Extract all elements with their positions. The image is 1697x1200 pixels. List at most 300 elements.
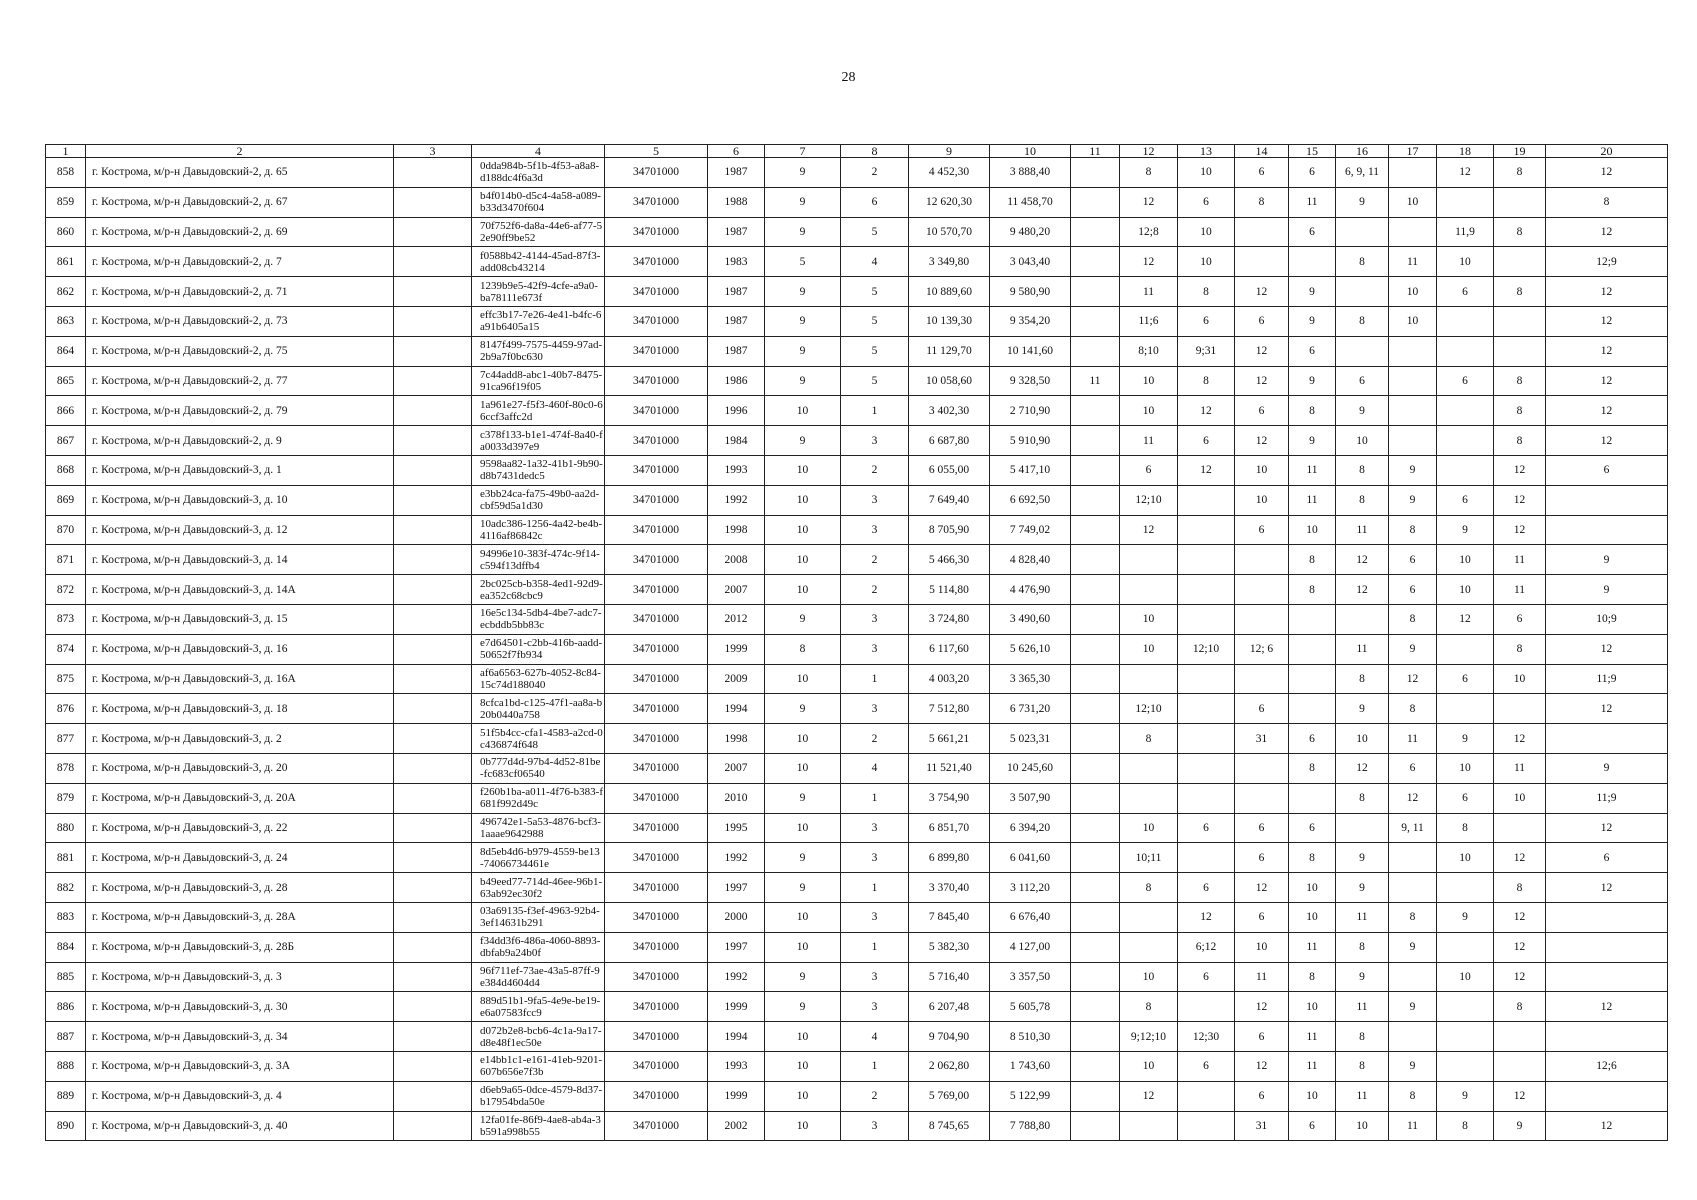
living-area-cell: 6 692,50 bbox=[990, 485, 1071, 515]
col-11-cell bbox=[1071, 932, 1120, 962]
col-14-cell: 12 bbox=[1235, 426, 1289, 456]
col-13-cell bbox=[1178, 1081, 1235, 1111]
table-row bbox=[46, 724, 1668, 754]
col-12-cell: 8 bbox=[1120, 158, 1178, 188]
col-13-cell: 6 bbox=[1178, 306, 1235, 336]
col-17-cell: 6 bbox=[1389, 753, 1437, 783]
col-14-cell bbox=[1235, 545, 1289, 575]
oktmo-code-cell: 34701000 bbox=[605, 277, 708, 307]
living-area-cell: 5 417,10 bbox=[990, 455, 1071, 485]
build-year-cell: 2007 bbox=[708, 575, 765, 605]
col-11-cell bbox=[1071, 1111, 1120, 1141]
col-16-cell: 11 bbox=[1336, 902, 1389, 932]
col-17-cell: 10 bbox=[1389, 306, 1437, 336]
oktmo-code-cell: 34701000 bbox=[605, 783, 708, 813]
col-3-cell bbox=[394, 426, 472, 456]
floors-cell: 9 bbox=[765, 277, 841, 307]
column-header-13: 13 bbox=[1178, 145, 1235, 158]
fias-guid-cell: 8cfca1bd-c125-47f1-aa8a-b20b0440a758 bbox=[472, 694, 605, 724]
table-row bbox=[46, 962, 1668, 992]
col-17-cell: 9 bbox=[1389, 1051, 1437, 1081]
col-17-cell: 8 bbox=[1389, 1081, 1437, 1111]
floors-cell: 10 bbox=[765, 813, 841, 843]
floors-cell: 9 bbox=[765, 992, 841, 1022]
col-15-cell: 11 bbox=[1289, 932, 1336, 962]
col-20-cell: 9 bbox=[1546, 575, 1668, 605]
col-16-cell: 9 bbox=[1336, 843, 1389, 873]
table-row bbox=[46, 664, 1668, 694]
col-14-cell: 12; 6 bbox=[1235, 634, 1289, 664]
col-17-cell bbox=[1389, 396, 1437, 426]
build-year-cell: 1992 bbox=[708, 843, 765, 873]
address-cell: г. Кострома, м/р-н Давыдовский-2, д. 77 bbox=[86, 366, 394, 396]
oktmo-code-cell: 34701000 bbox=[605, 1051, 708, 1081]
col-17-cell bbox=[1389, 217, 1437, 247]
table-row bbox=[46, 277, 1668, 307]
col-18-cell bbox=[1437, 455, 1494, 485]
address-cell: г. Кострома, м/р-н Давыдовский-2, д. 73 bbox=[86, 306, 394, 336]
build-year-cell: 2000 bbox=[708, 902, 765, 932]
col-18-cell: 6 bbox=[1437, 485, 1494, 515]
col-14-cell: 6 bbox=[1235, 306, 1289, 336]
col-13-cell: 12 bbox=[1178, 455, 1235, 485]
col-19-cell: 8 bbox=[1494, 873, 1546, 903]
col-14-cell: 11 bbox=[1235, 962, 1289, 992]
col-3-cell bbox=[394, 843, 472, 873]
col-13-cell bbox=[1178, 724, 1235, 754]
entrances-cell: 5 bbox=[841, 306, 909, 336]
col-18-cell: 10 bbox=[1437, 962, 1494, 992]
col-14-cell bbox=[1235, 604, 1289, 634]
address-cell: г. Кострома, м/р-н Давыдовский-3, д. 34 bbox=[86, 1022, 394, 1052]
col-16-cell: 6 bbox=[1336, 366, 1389, 396]
col-15-cell bbox=[1289, 694, 1336, 724]
total-area-cell: 5 466,30 bbox=[909, 545, 990, 575]
fias-guid-cell: e3bb24ca-fa75-49b0-aa2d-cbf59d5a1d30 bbox=[472, 485, 605, 515]
col-14-cell: 8 bbox=[1235, 187, 1289, 217]
oktmo-code-cell: 34701000 bbox=[605, 873, 708, 903]
col-20-cell: 12 bbox=[1546, 694, 1668, 724]
table-row bbox=[46, 783, 1668, 813]
col-3-cell bbox=[394, 813, 472, 843]
col-19-cell: 8 bbox=[1494, 277, 1546, 307]
col-12-cell bbox=[1120, 1111, 1178, 1141]
col-19-cell: 8 bbox=[1494, 217, 1546, 247]
floors-cell: 10 bbox=[765, 664, 841, 694]
col-15-cell: 11 bbox=[1289, 187, 1336, 217]
col-12-cell: 10 bbox=[1120, 813, 1178, 843]
col-19-cell: 11 bbox=[1494, 575, 1546, 605]
entrances-cell: 3 bbox=[841, 485, 909, 515]
floors-cell: 9 bbox=[765, 306, 841, 336]
page-number: 28 bbox=[841, 70, 856, 85]
column-header-15: 15 bbox=[1289, 145, 1336, 158]
col-16-cell: 12 bbox=[1336, 753, 1389, 783]
col-13-cell: 12 bbox=[1178, 902, 1235, 932]
table-row bbox=[46, 1111, 1668, 1141]
oktmo-code-cell: 34701000 bbox=[605, 187, 708, 217]
entrances-cell: 3 bbox=[841, 604, 909, 634]
col-12-cell: 8;10 bbox=[1120, 336, 1178, 366]
col-18-cell bbox=[1437, 932, 1494, 962]
col-18-cell: 6 bbox=[1437, 664, 1494, 694]
row-number-cell: 861 bbox=[46, 247, 86, 277]
col-20-cell: 6 bbox=[1546, 843, 1668, 873]
col-20-cell: 9 bbox=[1546, 753, 1668, 783]
col-17-cell bbox=[1389, 962, 1437, 992]
column-header-9: 9 bbox=[909, 145, 990, 158]
col-20-cell: 11;9 bbox=[1546, 664, 1668, 694]
col-16-cell: 9 bbox=[1336, 694, 1389, 724]
col-13-cell: 6 bbox=[1178, 873, 1235, 903]
col-13-cell: 12;10 bbox=[1178, 634, 1235, 664]
living-area-cell: 5 122,99 bbox=[990, 1081, 1071, 1111]
col-18-cell: 9 bbox=[1437, 1081, 1494, 1111]
col-17-cell: 11 bbox=[1389, 247, 1437, 277]
col-17-cell: 8 bbox=[1389, 604, 1437, 634]
col-16-cell: 8 bbox=[1336, 1051, 1389, 1081]
col-11-cell bbox=[1071, 158, 1120, 188]
col-16-cell: 11 bbox=[1336, 515, 1389, 545]
col-13-cell: 6 bbox=[1178, 426, 1235, 456]
table-row bbox=[46, 634, 1668, 664]
col-14-cell: 12 bbox=[1235, 366, 1289, 396]
floors-cell: 10 bbox=[765, 485, 841, 515]
table-row bbox=[46, 426, 1668, 456]
fias-guid-cell: 7c44add8-abc1-40b7-8475-91ca96f19f05 bbox=[472, 366, 605, 396]
floors-cell: 10 bbox=[765, 396, 841, 426]
col-15-cell: 10 bbox=[1289, 992, 1336, 1022]
col-11-cell bbox=[1071, 247, 1120, 277]
col-20-cell: 12 bbox=[1546, 813, 1668, 843]
total-area-cell: 7 845,40 bbox=[909, 902, 990, 932]
address-cell: г. Кострома, м/р-н Давыдовский-3, д. 40 bbox=[86, 1111, 394, 1141]
col-13-cell: 12 bbox=[1178, 396, 1235, 426]
col-18-cell: 10 bbox=[1437, 843, 1494, 873]
col-15-cell: 9 bbox=[1289, 306, 1336, 336]
build-year-cell: 1987 bbox=[708, 277, 765, 307]
col-18-cell: 6 bbox=[1437, 277, 1494, 307]
row-number-cell: 875 bbox=[46, 664, 86, 694]
registry-table bbox=[45, 144, 1668, 1141]
col-11-cell bbox=[1071, 426, 1120, 456]
row-number-cell: 887 bbox=[46, 1022, 86, 1052]
col-3-cell bbox=[394, 247, 472, 277]
living-area-cell: 7 788,80 bbox=[990, 1111, 1071, 1141]
col-20-cell bbox=[1546, 485, 1668, 515]
col-15-cell: 9 bbox=[1289, 366, 1336, 396]
table-row bbox=[46, 604, 1668, 634]
table-row bbox=[46, 485, 1668, 515]
col-15-cell: 6 bbox=[1289, 217, 1336, 247]
fias-guid-cell: 496742e1-5a53-4876-bcf3-1aaae9642988 bbox=[472, 813, 605, 843]
col-12-cell: 10 bbox=[1120, 396, 1178, 426]
col-14-cell: 12 bbox=[1235, 992, 1289, 1022]
col-13-cell bbox=[1178, 515, 1235, 545]
build-year-cell: 1992 bbox=[708, 485, 765, 515]
build-year-cell: 1995 bbox=[708, 813, 765, 843]
column-header-16: 16 bbox=[1336, 145, 1389, 158]
col-15-cell: 10 bbox=[1289, 1081, 1336, 1111]
build-year-cell: 1993 bbox=[708, 455, 765, 485]
living-area-cell: 1 743,60 bbox=[990, 1051, 1071, 1081]
living-area-cell: 6 394,20 bbox=[990, 813, 1071, 843]
col-20-cell: 12 bbox=[1546, 1111, 1668, 1141]
oktmo-code-cell: 34701000 bbox=[605, 426, 708, 456]
col-13-cell: 6;12 bbox=[1178, 932, 1235, 962]
col-20-cell: 12 bbox=[1546, 426, 1668, 456]
col-19-cell: 8 bbox=[1494, 158, 1546, 188]
oktmo-code-cell: 34701000 bbox=[605, 485, 708, 515]
col-13-cell bbox=[1178, 575, 1235, 605]
col-14-cell: 6 bbox=[1235, 396, 1289, 426]
col-14-cell bbox=[1235, 753, 1289, 783]
col-20-cell bbox=[1546, 932, 1668, 962]
col-12-cell: 11 bbox=[1120, 426, 1178, 456]
entrances-cell: 2 bbox=[841, 545, 909, 575]
col-12-cell: 6 bbox=[1120, 455, 1178, 485]
fias-guid-cell: e14bb1c1-e161-41eb-9201-607b656e7f3b bbox=[472, 1051, 605, 1081]
col-17-cell: 9 bbox=[1389, 992, 1437, 1022]
oktmo-code-cell: 34701000 bbox=[605, 336, 708, 366]
col-14-cell: 31 bbox=[1235, 724, 1289, 754]
living-area-cell: 3 507,90 bbox=[990, 783, 1071, 813]
build-year-cell: 1993 bbox=[708, 1051, 765, 1081]
living-area-cell: 4 476,90 bbox=[990, 575, 1071, 605]
col-12-cell bbox=[1120, 664, 1178, 694]
row-number-cell: 868 bbox=[46, 455, 86, 485]
oktmo-code-cell: 34701000 bbox=[605, 455, 708, 485]
column-header-11: 11 bbox=[1071, 145, 1120, 158]
col-19-cell: 8 bbox=[1494, 396, 1546, 426]
col-15-cell: 8 bbox=[1289, 962, 1336, 992]
table-row bbox=[46, 902, 1668, 932]
build-year-cell: 1994 bbox=[708, 1022, 765, 1052]
col-3-cell bbox=[394, 604, 472, 634]
col-12-cell: 11;6 bbox=[1120, 306, 1178, 336]
address-cell: г. Кострома, м/р-н Давыдовский-3, д. 20А bbox=[86, 783, 394, 813]
column-header-19: 19 bbox=[1494, 145, 1546, 158]
col-16-cell: 8 bbox=[1336, 1022, 1389, 1052]
col-19-cell bbox=[1494, 306, 1546, 336]
col-17-cell: 8 bbox=[1389, 694, 1437, 724]
column-number-header bbox=[46, 145, 1668, 158]
floors-cell: 10 bbox=[765, 902, 841, 932]
col-15-cell: 11 bbox=[1289, 485, 1336, 515]
col-15-cell bbox=[1289, 604, 1336, 634]
col-12-cell: 8 bbox=[1120, 873, 1178, 903]
row-number-cell: 860 bbox=[46, 217, 86, 247]
col-13-cell: 9;31 bbox=[1178, 336, 1235, 366]
col-17-cell bbox=[1389, 336, 1437, 366]
fias-guid-cell: 9598aa82-1a32-41b1-9b90-d8b7431dedc5 bbox=[472, 455, 605, 485]
col-19-cell: 12 bbox=[1494, 843, 1546, 873]
row-number-cell: 889 bbox=[46, 1081, 86, 1111]
col-13-cell: 10 bbox=[1178, 247, 1235, 277]
col-14-cell: 10 bbox=[1235, 932, 1289, 962]
row-number-cell: 877 bbox=[46, 724, 86, 754]
fias-guid-cell: effc3b17-7e26-4e41-b4fc-6a91b6405a15 bbox=[472, 306, 605, 336]
living-area-cell: 9 328,50 bbox=[990, 366, 1071, 396]
col-18-cell: 6 bbox=[1437, 366, 1494, 396]
table-row bbox=[46, 873, 1668, 903]
col-15-cell: 8 bbox=[1289, 753, 1336, 783]
col-18-cell bbox=[1437, 634, 1494, 664]
total-area-cell: 10 139,30 bbox=[909, 306, 990, 336]
col-17-cell: 12 bbox=[1389, 783, 1437, 813]
col-12-cell bbox=[1120, 545, 1178, 575]
col-17-cell: 8 bbox=[1389, 902, 1437, 932]
col-13-cell bbox=[1178, 1111, 1235, 1141]
oktmo-code-cell: 34701000 bbox=[605, 575, 708, 605]
living-area-cell: 5 626,10 bbox=[990, 634, 1071, 664]
col-11-cell bbox=[1071, 277, 1120, 307]
entrances-cell: 3 bbox=[841, 962, 909, 992]
entrances-cell: 5 bbox=[841, 277, 909, 307]
column-header-5: 5 bbox=[605, 145, 708, 158]
col-19-cell: 12 bbox=[1494, 485, 1546, 515]
row-number-cell: 878 bbox=[46, 753, 86, 783]
col-20-cell: 12 bbox=[1546, 217, 1668, 247]
col-11-cell bbox=[1071, 187, 1120, 217]
table-row bbox=[46, 306, 1668, 336]
col-19-cell: 12 bbox=[1494, 455, 1546, 485]
col-3-cell bbox=[394, 217, 472, 247]
table-row bbox=[46, 813, 1668, 843]
floors-cell: 9 bbox=[765, 694, 841, 724]
col-19-cell: 12 bbox=[1494, 962, 1546, 992]
column-header-4: 4 bbox=[472, 145, 605, 158]
table-row bbox=[46, 694, 1668, 724]
col-11-cell bbox=[1071, 485, 1120, 515]
total-area-cell: 10 889,60 bbox=[909, 277, 990, 307]
col-20-cell: 9 bbox=[1546, 545, 1668, 575]
floors-cell: 9 bbox=[765, 962, 841, 992]
build-year-cell: 1996 bbox=[708, 396, 765, 426]
oktmo-code-cell: 34701000 bbox=[605, 1022, 708, 1052]
col-17-cell bbox=[1389, 158, 1437, 188]
oktmo-code-cell: 34701000 bbox=[605, 634, 708, 664]
entrances-cell: 1 bbox=[841, 783, 909, 813]
col-17-cell: 9 bbox=[1389, 485, 1437, 515]
table-row bbox=[46, 753, 1668, 783]
col-12-cell bbox=[1120, 575, 1178, 605]
total-area-cell: 11 521,40 bbox=[909, 753, 990, 783]
oktmo-code-cell: 34701000 bbox=[605, 724, 708, 754]
col-11-cell bbox=[1071, 843, 1120, 873]
col-16-cell bbox=[1336, 277, 1389, 307]
col-13-cell bbox=[1178, 694, 1235, 724]
col-11-cell bbox=[1071, 902, 1120, 932]
col-11-cell bbox=[1071, 694, 1120, 724]
fias-guid-cell: e7d64501-c2bb-416b-aadd-50652f7fb934 bbox=[472, 634, 605, 664]
floors-cell: 10 bbox=[765, 932, 841, 962]
floors-cell: 9 bbox=[765, 843, 841, 873]
total-area-cell: 3 754,90 bbox=[909, 783, 990, 813]
floors-cell: 10 bbox=[765, 724, 841, 754]
col-11-cell bbox=[1071, 306, 1120, 336]
table-row bbox=[46, 843, 1668, 873]
col-17-cell: 11 bbox=[1389, 1111, 1437, 1141]
col-11-cell bbox=[1071, 575, 1120, 605]
total-area-cell: 6 117,60 bbox=[909, 634, 990, 664]
total-area-cell: 3 349,80 bbox=[909, 247, 990, 277]
build-year-cell: 1984 bbox=[708, 426, 765, 456]
floors-cell: 10 bbox=[765, 545, 841, 575]
fias-guid-cell: 2bc025cb-b358-4ed1-92d9-ea352c68cbc9 bbox=[472, 575, 605, 605]
col-3-cell bbox=[394, 575, 472, 605]
row-number-cell: 882 bbox=[46, 873, 86, 903]
address-cell: г. Кострома, м/р-н Давыдовский-2, д. 67 bbox=[86, 187, 394, 217]
living-area-cell: 11 458,70 bbox=[990, 187, 1071, 217]
table-row bbox=[46, 396, 1668, 426]
col-3-cell bbox=[394, 1051, 472, 1081]
col-19-cell bbox=[1494, 247, 1546, 277]
col-15-cell bbox=[1289, 664, 1336, 694]
col-3-cell bbox=[394, 485, 472, 515]
col-13-cell: 6 bbox=[1178, 813, 1235, 843]
col-14-cell: 6 bbox=[1235, 158, 1289, 188]
address-cell: г. Кострома, м/р-н Давыдовский-3, д. 28А bbox=[86, 902, 394, 932]
col-18-cell: 6 bbox=[1437, 783, 1494, 813]
total-area-cell: 4 452,30 bbox=[909, 158, 990, 188]
oktmo-code-cell: 34701000 bbox=[605, 962, 708, 992]
col-19-cell bbox=[1494, 336, 1546, 366]
col-19-cell: 12 bbox=[1494, 1081, 1546, 1111]
row-number-cell: 885 bbox=[46, 962, 86, 992]
row-number-cell: 869 bbox=[46, 485, 86, 515]
oktmo-code-cell: 34701000 bbox=[605, 366, 708, 396]
entrances-cell: 1 bbox=[841, 873, 909, 903]
entrances-cell: 3 bbox=[841, 694, 909, 724]
entrances-cell: 2 bbox=[841, 575, 909, 605]
build-year-cell: 1986 bbox=[708, 366, 765, 396]
table-row bbox=[46, 217, 1668, 247]
col-15-cell: 6 bbox=[1289, 1111, 1336, 1141]
column-header-12: 12 bbox=[1120, 145, 1178, 158]
row-number-cell: 866 bbox=[46, 396, 86, 426]
address-cell: г. Кострома, м/р-н Давыдовский-3, д. 14 bbox=[86, 545, 394, 575]
row-number-cell: 888 bbox=[46, 1051, 86, 1081]
col-11-cell bbox=[1071, 336, 1120, 366]
row-number-cell: 872 bbox=[46, 575, 86, 605]
floors-cell: 9 bbox=[765, 873, 841, 903]
living-area-cell: 3 043,40 bbox=[990, 247, 1071, 277]
address-cell: г. Кострома, м/р-н Давыдовский-3, д. 12 bbox=[86, 515, 394, 545]
col-16-cell: 11 bbox=[1336, 1081, 1389, 1111]
total-area-cell: 4 003,20 bbox=[909, 664, 990, 694]
row-number-cell: 876 bbox=[46, 694, 86, 724]
total-area-cell: 9 704,90 bbox=[909, 1022, 990, 1052]
address-cell: г. Кострома, м/р-н Давыдовский-3, д. 16А bbox=[86, 664, 394, 694]
col-11-cell bbox=[1071, 992, 1120, 1022]
col-18-cell: 12 bbox=[1437, 158, 1494, 188]
col-19-cell: 6 bbox=[1494, 604, 1546, 634]
row-number-cell: 865 bbox=[46, 366, 86, 396]
col-12-cell bbox=[1120, 753, 1178, 783]
row-number-cell: 874 bbox=[46, 634, 86, 664]
col-18-cell bbox=[1437, 992, 1494, 1022]
col-13-cell: 8 bbox=[1178, 366, 1235, 396]
col-18-cell: 9 bbox=[1437, 515, 1494, 545]
col-14-cell bbox=[1235, 247, 1289, 277]
entrances-cell: 5 bbox=[841, 336, 909, 366]
col-14-cell: 12 bbox=[1235, 277, 1289, 307]
fias-guid-cell: 1a961e27-f5f3-460f-80c0-66ccf3affc2d bbox=[472, 396, 605, 426]
living-area-cell: 4 828,40 bbox=[990, 545, 1071, 575]
entrances-cell: 3 bbox=[841, 902, 909, 932]
fias-guid-cell: 70f752f6-da8a-44e6-af77-52e90ff9be52 bbox=[472, 217, 605, 247]
